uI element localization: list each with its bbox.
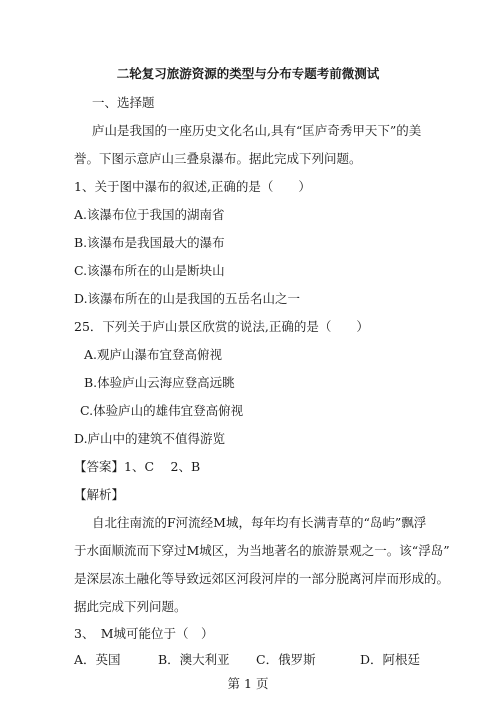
question-3-option-c: C．俄罗斯: [256, 652, 316, 667]
question-2-option-d: D.庐山中的建筑不值得游览: [74, 431, 226, 446]
question-3-stem: 3、 M城可能位于（ ）: [74, 626, 214, 641]
question-1-stem: 1、关于图中瀑布的叙述,正确的是（ ）: [74, 179, 311, 194]
question-3-option-b: B．澳大利亚: [158, 652, 230, 667]
passage-line-2: 于水面顺流而下穿过M城区，为当地著名的旅游景观之一。该“浮岛”: [74, 543, 450, 558]
question-2-option-c: C.体验庐山的雄伟宜登高俯视: [80, 403, 244, 418]
passage-line-3: 是深层冻土融化等导致远郊区河段河岸的一部分脱离河岸而形成的。: [74, 571, 450, 586]
passage-line-1: 自北往南流的F河流经M城，每年均有长满青草的“岛屿”飘浮: [92, 515, 427, 530]
page-number-footer: 第 1 页: [227, 676, 269, 691]
section-heading: 一、选择题: [92, 95, 155, 110]
question-2-option-a: A.观庐山瀑布宜登高俯视: [84, 347, 223, 362]
document-title: 二轮复习旅游资源的类型与分布专题考前微测试: [116, 66, 380, 81]
question-1-option-d: D.该瀑布所在的山是我国的五岳名山之一: [74, 291, 301, 306]
question-1-option-a: A.该瀑布位于我国的湖南省: [74, 207, 225, 222]
question-3-option-a: A．英国: [74, 652, 121, 667]
intro-text-line-2: 誉。下图示意庐山三叠泉瀑布。据此完成下列问题。: [74, 151, 362, 166]
intro-text-line-1: 庐山是我国的一座历史文化名山,具有“匡庐奇秀甲天下”的美: [92, 123, 422, 138]
question-2-option-b: B.体验庐山云海应登高远眺: [84, 375, 235, 390]
question-3-option-d: D．阿根廷: [360, 652, 421, 667]
question-1-option-c: C.该瀑布所在的山是断块山: [74, 263, 225, 278]
analysis-label: 【解析】: [74, 487, 125, 502]
question-2-stem: 25．下列关于庐山景区欣赏的说法,正确的是（ ）: [74, 319, 369, 334]
passage-line-4: 据此完成下列问题。: [74, 599, 187, 614]
answer-line: 【答案】1、C 2、B: [74, 459, 201, 474]
question-1-option-b: B.该瀑布是我国最大的瀑布: [74, 235, 225, 250]
